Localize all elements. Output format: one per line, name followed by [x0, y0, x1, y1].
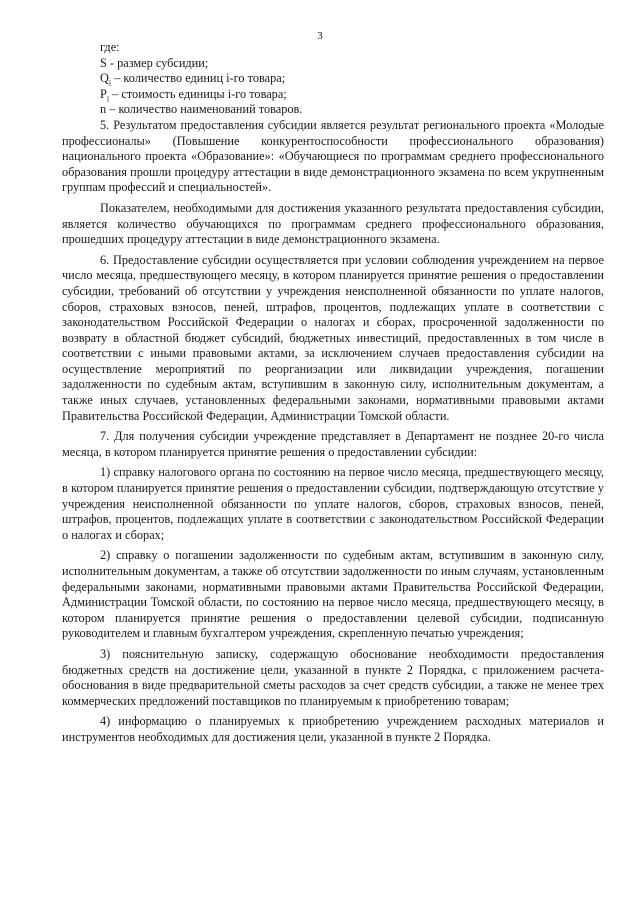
- paragraph-7: 7. Для получения субсидии учреждение представляет в Департамент не позднее 20-го числа месяца, в котором планируется принятие решения о предоставлении субсидии:: [62, 429, 604, 459]
- p-description: – стоимость единицы i-го товара;: [109, 86, 287, 101]
- list-item-2: 2) справку о погашении задолженности по судебным актам, вступившим в законную силу, исполнительным документам, а также об отсутствии задолженности по иным случаям, установленным федеральными законами, нормативными правовыми актами Правительства Российской Федерации, Администрации Томской области, по состоянию на первое число месяца, предшествующего месяцу, в котором планируется принятие решения о предоставлении целевой субсидии, подписанную руководителем и главным бухгалтером учреждения, скрепленную печатью учреждения;: [62, 548, 604, 641]
- paragraph-6: 6. Предоставление субсидии осуществляется при условии соблюдения учреждением на первое число месяца, предшествующего месяцу, в котором планируется принятие решения о предоставлении субсидии, требований об отсутствии у учреждения неисполненной обязанности по уплате налогов, сборов, страховых взносов, пеней, штрафов, процентов, подлежащих уплате в соответствии с законодательством Российской Федерации о налогах и сборах, просроченной задолженности по возврату в областной бюджет субсидий, бюджетных инвестиций, предоставленных в том числе в соответствии с иными правовыми актами, за исключением случаев предоставления субсидии на осуществление мероприятий по реорганизации или ликвидации учреждения, погашении задолженности по судебным актам, вступившим в законную силу, исполнительным документам, а также иных случаев, установленных федеральными законами, нормативными правовыми актами Правительства Российской Федерации, Администрации Томской области.: [62, 252, 604, 423]
- page-number: 3: [317, 30, 323, 42]
- p-subscript: i: [106, 94, 110, 104]
- definition-p: [62, 87, 604, 103]
- definition-q: [62, 71, 604, 87]
- q-symbol: Q: [100, 71, 109, 86]
- definition-n: n – количество наименований товаров.: [100, 102, 303, 117]
- p-symbol: P: [100, 86, 107, 101]
- paragraph-indicator: Показателем, необходимыми для достижения указанного результата предоставления субсидии, является количество обучающихся по программам среднего профессионального образования, прошедших процедуру аттестации в виде демонстрационного экзамена.: [62, 200, 604, 247]
- list-item-3: 3) пояснительную записку, содержащую обоснование необходимости предоставления бюджетных средств на достижение цели, указанной в пункте 2 Порядка, с приложением расчета-обоснования в виде предварительной сметы расходов за счет средств субсидии, а также не менее трех коммерческих предложений поставщиков по планируемым к приобретению товарам;: [62, 646, 604, 708]
- q-subscript: i: [108, 78, 112, 88]
- formula-definitions: [62, 40, 604, 118]
- list-item-1: 1) справку налогового органа по состоянию на первое число месяца, предшествующего месяцу, в котором планируется принятие решения о предоставлении субсидии, подтверждающую отсутствие у учреждения неисполненной обязанности по уплате налогов, сборов, страховых взносов, пеней, штрафов, процентов, подлежащих уплате в соответствии с законодательством Российской Федерации о налогах и сборах;: [62, 465, 604, 542]
- q-description: – количество единиц i-го товара;: [111, 71, 286, 86]
- definition-where: где:: [100, 40, 120, 54]
- paragraph-5: 5. Результатом предоставления субсидии является результат регионального проекта «Молодые профессионалы» (Повышение конкурентоспособности профессионального образования) национального проекта «Образование»: «Обучающиеся по программам среднего профессионального образования прошли процедуру аттестации в виде демонстрационного экзамена по всем укрупненным группам профессий и специальностей».: [62, 117, 604, 195]
- definition-s: S - размер субсидии;: [100, 55, 209, 70]
- list-item-4: 4) информацию о планируемых к приобретению учреждением расходных материалов и инструментов необходимых для достижения цели, указанной в пункте 2 Порядка.: [62, 714, 604, 744]
- document-body: [62, 40, 604, 746]
